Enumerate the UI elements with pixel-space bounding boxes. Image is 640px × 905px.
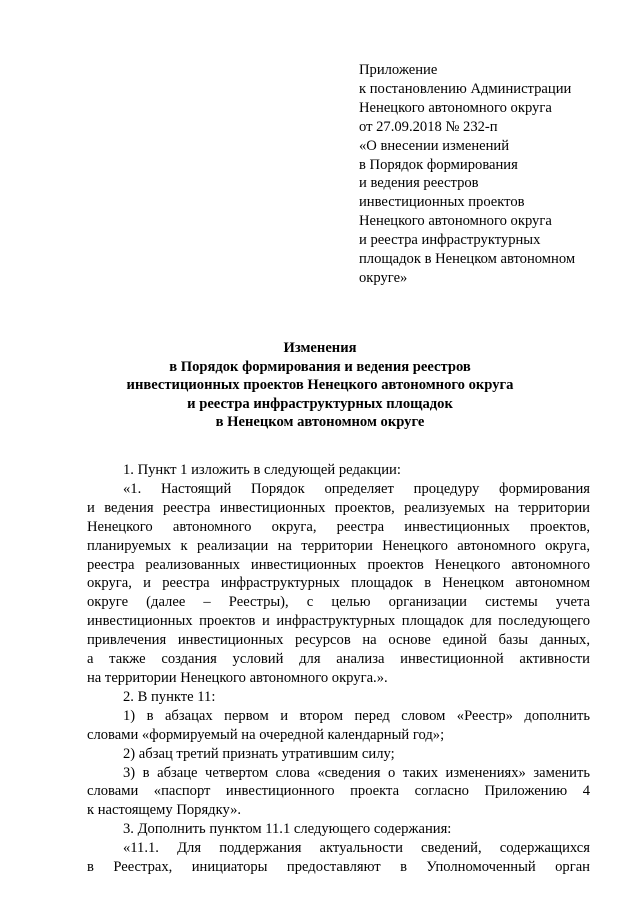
appendix-block xyxy=(359,61,619,288)
body-line: округа, и реестра инфраструктурных площадок в Ненецком автономном xyxy=(87,575,590,592)
body-line: привлечения инвестиционных ресурсов на основе единой базы данных, xyxy=(87,632,590,649)
body-line: в Реестрах, инициаторы предоставляют в Уполномоченный орган xyxy=(87,859,590,876)
appendix-line: инвестиционных проектов xyxy=(359,194,525,211)
body-line: планируемых к реализации на территории Ненецкого автономного округа, xyxy=(87,537,590,554)
body-line: 1. Пункт 1 изложить в следующей редакции: xyxy=(123,462,401,478)
title-line: инвестиционных проектов Ненецкого автономного округа xyxy=(126,377,514,394)
title-line: Изменения xyxy=(283,340,357,356)
body-line: 3) в абзаце четвертом слова «сведения о таких изменениях» заменить xyxy=(123,764,590,781)
title-line: и реестра инфраструктурных площадок xyxy=(187,395,453,412)
document-title xyxy=(0,339,640,432)
body-line: словами «паспорт инвестиционного проекта согласно Приложению 4 xyxy=(87,783,590,800)
appendix-line: Приложение xyxy=(359,62,438,78)
body-line: словами «формируемый на очередной календарный год»; xyxy=(87,726,445,743)
body-line: округе (далее – Реестры), с целью организации системы учета xyxy=(87,594,590,611)
body-line: инвестиционных проектов и инфраструктурных площадок для последующего xyxy=(87,613,590,630)
body-line: 2) абзац третий признать утратившим силу; xyxy=(123,745,395,762)
body-line: «11.1. Для поддержания актуальности сведений, содержащихся xyxy=(123,840,590,857)
body-line: реестра реализованных инвестиционных проектов Ненецкого автономного xyxy=(87,556,590,573)
body-line: 2. В пункте 11: xyxy=(123,688,216,705)
appendix-line: округе» xyxy=(359,269,408,286)
appendix-line: от 27.09.2018 № 232-п xyxy=(359,118,498,135)
appendix-line: Ненецкого автономного округа xyxy=(359,99,552,116)
appendix-line: к постановлению Администрации xyxy=(359,80,572,97)
document-body xyxy=(87,461,590,877)
appendix-line: и ведения реестров xyxy=(359,175,479,192)
body-line: 3. Дополнить пунктом 11.1 следующего содержания: xyxy=(123,821,452,838)
appendix-line: площадок в Ненецком автономном xyxy=(359,251,576,268)
body-line: а также создания условий для анализа инвестиционной активности xyxy=(87,651,590,668)
appendix-line: в Порядок формирования xyxy=(359,156,518,173)
appendix-line: «О внесении изменений xyxy=(359,137,510,154)
title-line: в Порядок формирования и ведения реестров xyxy=(169,358,471,375)
body-line: 1) в абзацах первом и втором перед словом «Реестр» дополнить xyxy=(123,707,590,724)
title-line: в Ненецком автономном округе xyxy=(215,414,425,431)
body-line: на территории Ненецкого автономного округа.». xyxy=(87,669,388,686)
body-line: к настоящему Порядку». xyxy=(87,802,242,819)
appendix-line: и реестра инфраструктурных xyxy=(359,232,541,249)
body-line: «1. Настоящий Порядок определяет процедуру формирования xyxy=(123,480,590,497)
body-line: Ненецкого автономного округа, реестра инвестиционных проектов, xyxy=(87,518,590,535)
body-line: и ведения реестра инвестиционных проектов, реализуемых на территории xyxy=(87,499,590,516)
appendix-line: Ненецкого автономного округа xyxy=(359,213,552,230)
